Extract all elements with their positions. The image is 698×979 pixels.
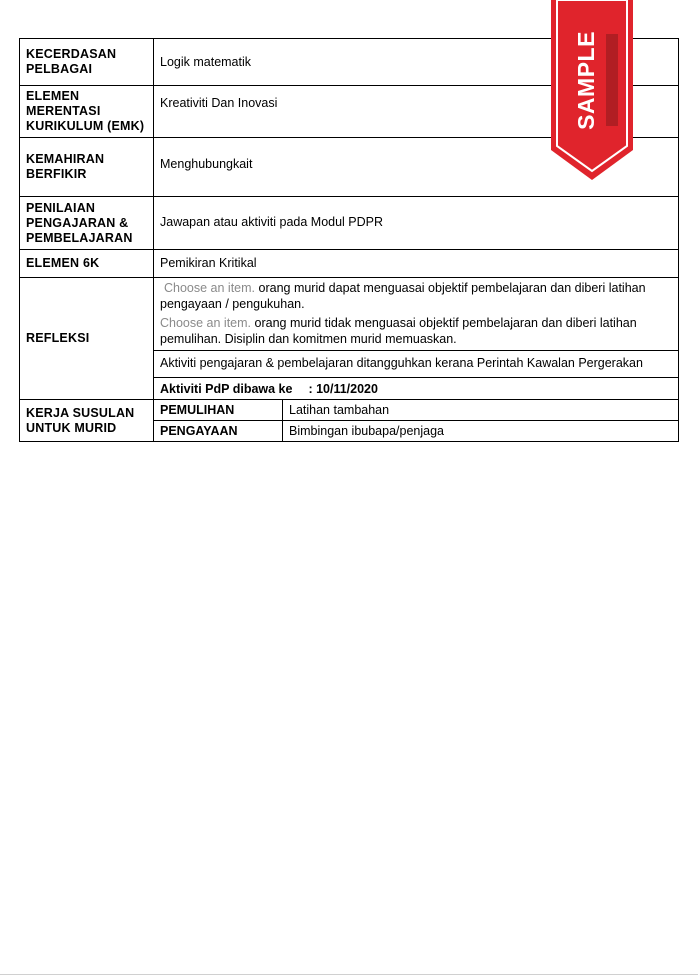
refleksi-not-master-text: orang murid tidak menguasai objektif pembelajaran dan diberi latihan pemulihan. Disiplin dan komitmen murid memuaskan. — [160, 316, 637, 346]
ribbon-text-holder — [551, 0, 633, 160]
label-kerja-susulan: KERJA SUSULAN UNTUK MURID — [20, 400, 154, 442]
choose-item-dropdown[interactable]: Choose an item. — [164, 281, 256, 295]
value-pengayaan: Bimbingan ibubapa/penjaga — [283, 421, 679, 442]
value-kecerdasan-pelbagai: Logik matematik — [154, 39, 679, 86]
value-penilaian: Jawapan atau aktiviti pada Modul PDPR — [154, 197, 679, 250]
label-elemen-6k: ELEMEN 6K — [20, 250, 154, 278]
row-penilaian — [20, 197, 679, 250]
value-pemulihan: Latihan tambahan — [283, 400, 679, 421]
refleksi-date-value: : 10/11/2020 — [308, 382, 378, 396]
label-pemulihan: PEMULIHAN — [154, 400, 283, 421]
refleksi-line-not-master — [160, 314, 672, 350]
value-kemahiran-berfikir: Menghubungkait — [154, 138, 679, 197]
refleksi-content — [154, 278, 679, 400]
choose-item-dropdown[interactable]: Choose an item. — [160, 316, 252, 330]
value-elemen-6k: Pemikiran Kritikal — [154, 250, 679, 278]
label-kecerdasan-pelbagai: KECERDASAN PELBAGAI — [20, 39, 154, 86]
refleksi-date-label: Aktiviti PdP dibawa ke — [160, 382, 293, 396]
value-emk: Kreativiti Dan Inovasi — [154, 86, 679, 138]
refleksi-date-line — [160, 378, 672, 399]
refleksi-master-text: orang murid dapat menguasai objektif pembelajaran dan diberi latihan pengayaan / pengukuhan. — [160, 281, 646, 311]
refleksi-postponed-text: Aktiviti pengajaran & pembelajaran ditangguhkan kerana Perintah Kawalan Pergerakan — [160, 356, 643, 370]
watermark-text: SAMPLE — [572, 30, 599, 130]
label-emk: ELEMEN MERENTASI KURIKULUM (EMK) — [20, 86, 154, 138]
row-refleksi — [20, 278, 679, 400]
row-elemen-6k — [20, 250, 679, 278]
label-penilaian: PENILAIAN PENGAJARAN & PEMBELAJARAN — [20, 197, 154, 250]
refleksi-line-master — [160, 279, 672, 314]
sample-watermark-ribbon — [551, 0, 633, 180]
page-bottom-edge — [0, 974, 698, 975]
label-pengayaan: PENGAYAAN — [154, 421, 283, 442]
label-refleksi: REFLEKSI — [20, 278, 154, 400]
label-kemahiran-berfikir: KEMAHIRAN BERFIKIR — [20, 138, 154, 197]
row-kerja-susulan-1 — [20, 400, 679, 421]
